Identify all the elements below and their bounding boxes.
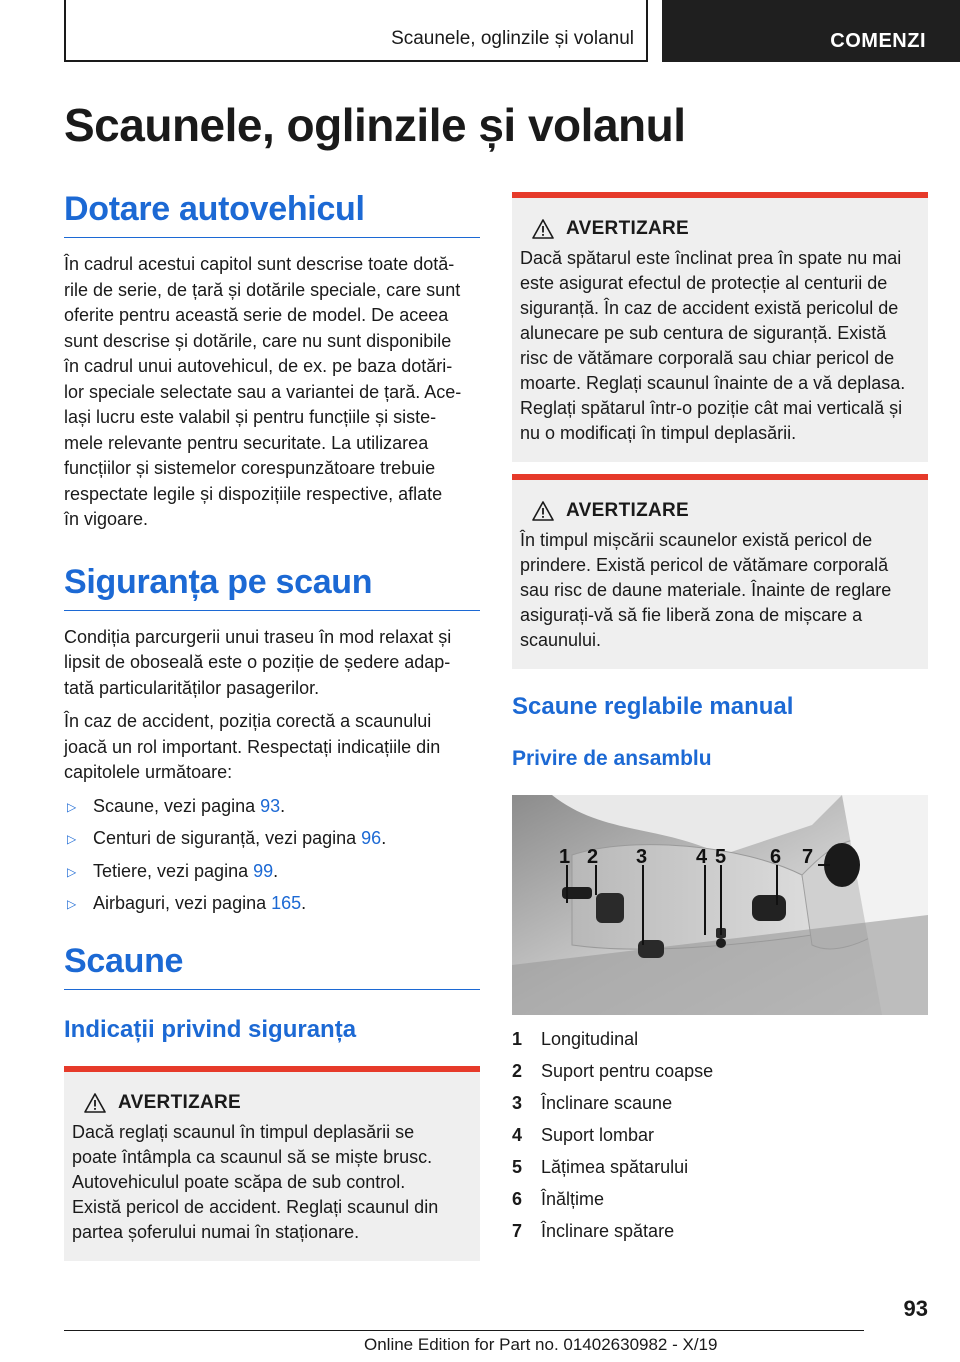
legend-item: 2 Suport pentru coapse — [512, 1061, 714, 1081]
header-section-label: COMENZI — [830, 30, 926, 52]
warning-text — [520, 528, 920, 653]
warning-triangle-icon — [520, 219, 566, 239]
legend-item: 5 Lățimea spătarului — [512, 1157, 689, 1177]
text-line: este asigurat efectul de protecție al centurii de — [520, 273, 888, 293]
page-link[interactable]: 99 — [253, 860, 274, 881]
text-line: În timpul mișcării scaunelor există pericol de — [520, 530, 873, 550]
warning-title: AVERTIZARE — [566, 500, 689, 521]
text-line: Reglați spătarul într-o poziție cât mai verticală și — [520, 398, 903, 418]
photo-label-7: 7 — [802, 846, 814, 868]
right-column — [512, 192, 928, 1251]
header-title: Scaunele, oglinzile și volanul — [391, 28, 634, 49]
warning-header — [520, 500, 920, 522]
text-line: Dacă reglați scaunul în timpul deplasării se — [72, 1122, 415, 1142]
text-line: tată particularităților pasagerilor. — [64, 677, 320, 698]
left-column — [64, 190, 480, 1261]
header-section-tab — [662, 0, 960, 62]
text-line: capitolele următoare: — [64, 762, 233, 782]
siguranta-paragraph-1 — [64, 625, 480, 702]
text-line: lor speciale selectate sau a variantei de țară. Ace‐ — [64, 381, 462, 402]
text-line: partea șoferului numai în staționare. — [72, 1222, 360, 1242]
photo-label-3: 3 — [636, 846, 648, 868]
text-line: moarte. Reglați scaunul înainte de a vă deplasa. — [520, 373, 906, 393]
siguranta-paragraph-2 — [64, 709, 480, 786]
reference-item: ▷ Airbaguri, vezi pagina 165. — [64, 891, 480, 916]
text-line: lași lucru este valabil și pentru funcțiile și siste‐ — [64, 407, 437, 427]
header-title-box — [64, 0, 648, 62]
photo-label-5: 5 — [715, 846, 727, 868]
reference-item: ▷ Scaune, vezi pagina 93. — [64, 794, 480, 819]
page-link[interactable]: 96 — [361, 828, 382, 848]
warning-header — [72, 1092, 472, 1114]
warning-text — [72, 1120, 472, 1245]
text-line: nu o modificați în timpul deplasării. — [520, 423, 797, 443]
text-line: Condiția parcurgerii unui traseu în mod relaxat și — [64, 626, 452, 647]
seat-illustration — [512, 795, 928, 1015]
text-line: asigurați-vă să fie liberă zona de mișcare a — [520, 605, 863, 625]
warning-title: AVERTIZARE — [118, 1092, 241, 1113]
legend-item: 4 Suport lombar — [512, 1125, 655, 1145]
seat-controls-photo — [512, 795, 928, 1015]
text-line: sau risc de daune materiale. Înainte de reglare — [520, 580, 892, 600]
photo-label-6: 6 — [770, 846, 782, 868]
reference-item: ▷ Tetiere, vezi pagina 99. — [64, 859, 480, 884]
legend-item: 7 Înclinare spătare — [512, 1221, 675, 1241]
heading-dotare: Dotare autovehicul — [64, 190, 480, 238]
text-line: Dacă spătarul este înclinat prea în spate nu mai — [520, 248, 902, 268]
text-line: alunecare pe sub centura de siguranță. Există — [520, 323, 887, 343]
page-title: Scaunele, oglinzile și volanul — [64, 99, 686, 151]
text-line: funcțiilor și sistemelor corespunzătoare trebuie — [64, 458, 436, 478]
legend-item: 1 Longitudinal — [512, 1029, 639, 1049]
footer-edition: Online Edition for Part no. 01402630982 - X/19 — [364, 1335, 718, 1354]
text-line: joacă un rol important. Respectați indicațiile din — [64, 736, 441, 757]
text-line: prindere. Există pericol de vătămare corporală — [520, 555, 889, 575]
text-line: siguranță. În caz de accident există pericolul de — [520, 298, 899, 318]
warning-header — [520, 218, 920, 240]
text-line: poate întâmpla ca scaunul să se miște brusc. — [72, 1147, 433, 1167]
text-line: lipsit de oboseală este o poziție de ședere adap‐ — [64, 652, 451, 672]
warning-title: AVERTIZARE — [566, 218, 689, 239]
text-line: în cadrul unui autovehicul, de ex. pe baza dotări‐ — [64, 356, 453, 376]
text-line: rile de serie, de țară și dotările speciale, care sunt — [64, 279, 461, 300]
heading-scaune-manual: Scaune reglabile manual — [512, 693, 794, 720]
warning-triangle-icon — [72, 1093, 118, 1113]
photo-label-1: 1 — [559, 846, 571, 868]
photo-label-2: 2 — [587, 846, 599, 868]
warning-box-backrest — [512, 192, 928, 462]
heading-privire-ansamblu: Privire de ansamblu — [512, 747, 712, 770]
text-line: risc de vătămare corporală sau chiar pericol de — [520, 348, 895, 368]
text-line: sunt descrise și dotările, care nu sunt disponibile — [64, 330, 452, 351]
text-line: Există pericol de accident. Reglați scaunul din — [72, 1197, 439, 1217]
triangle-bullet-icon: ▷ — [67, 799, 77, 814]
triangle-bullet-icon: ▷ — [67, 897, 77, 911]
photo-label-4: 4 — [696, 846, 708, 868]
text-line: oferite pentru această serie de model. De aceea — [64, 305, 449, 325]
legend-list — [512, 1027, 928, 1244]
warning-box-seat-adjust — [64, 1066, 480, 1261]
text-line: scaunului. — [520, 630, 602, 650]
page-link[interactable]: 165 — [271, 893, 302, 913]
triangle-bullet-icon: ▷ — [67, 832, 77, 846]
reference-list — [64, 794, 480, 917]
legend-item: 3 Înclinare scaune — [512, 1093, 673, 1113]
warning-text — [520, 246, 920, 446]
warning-box-pinching — [512, 474, 928, 669]
page-number: 93 — [903, 1296, 928, 1321]
reference-item: ▷ Centuri de siguranță, vezi pagina 96. — [64, 826, 480, 851]
dotare-paragraph — [64, 252, 480, 533]
heading-indicatii: Indicații privind siguranța — [64, 1016, 357, 1043]
page-link[interactable]: 93 — [260, 795, 281, 816]
text-line: în vigoare. — [64, 509, 149, 529]
footer-divider — [64, 1330, 864, 1331]
text-line: Autovehiculul poate scăpa de sub control. — [72, 1172, 406, 1192]
text-line: mele relevante pentru securitate. La utilizarea — [64, 432, 429, 453]
text-line: În cadrul acestui capitol sunt descrise toate dotă‐ — [64, 254, 455, 274]
legend-item: 6 Înălțime — [512, 1189, 605, 1209]
text-line: În caz de accident, poziția corectă a scaunului — [64, 711, 432, 731]
text-line: respectate legile și dispozițiile respective, aflate — [64, 483, 443, 504]
heading-siguranta: Siguranța pe scaun — [64, 563, 480, 611]
heading-scaune: Scaune — [64, 942, 480, 990]
warning-triangle-icon — [520, 501, 566, 521]
triangle-bullet-icon: ▷ — [67, 864, 77, 879]
